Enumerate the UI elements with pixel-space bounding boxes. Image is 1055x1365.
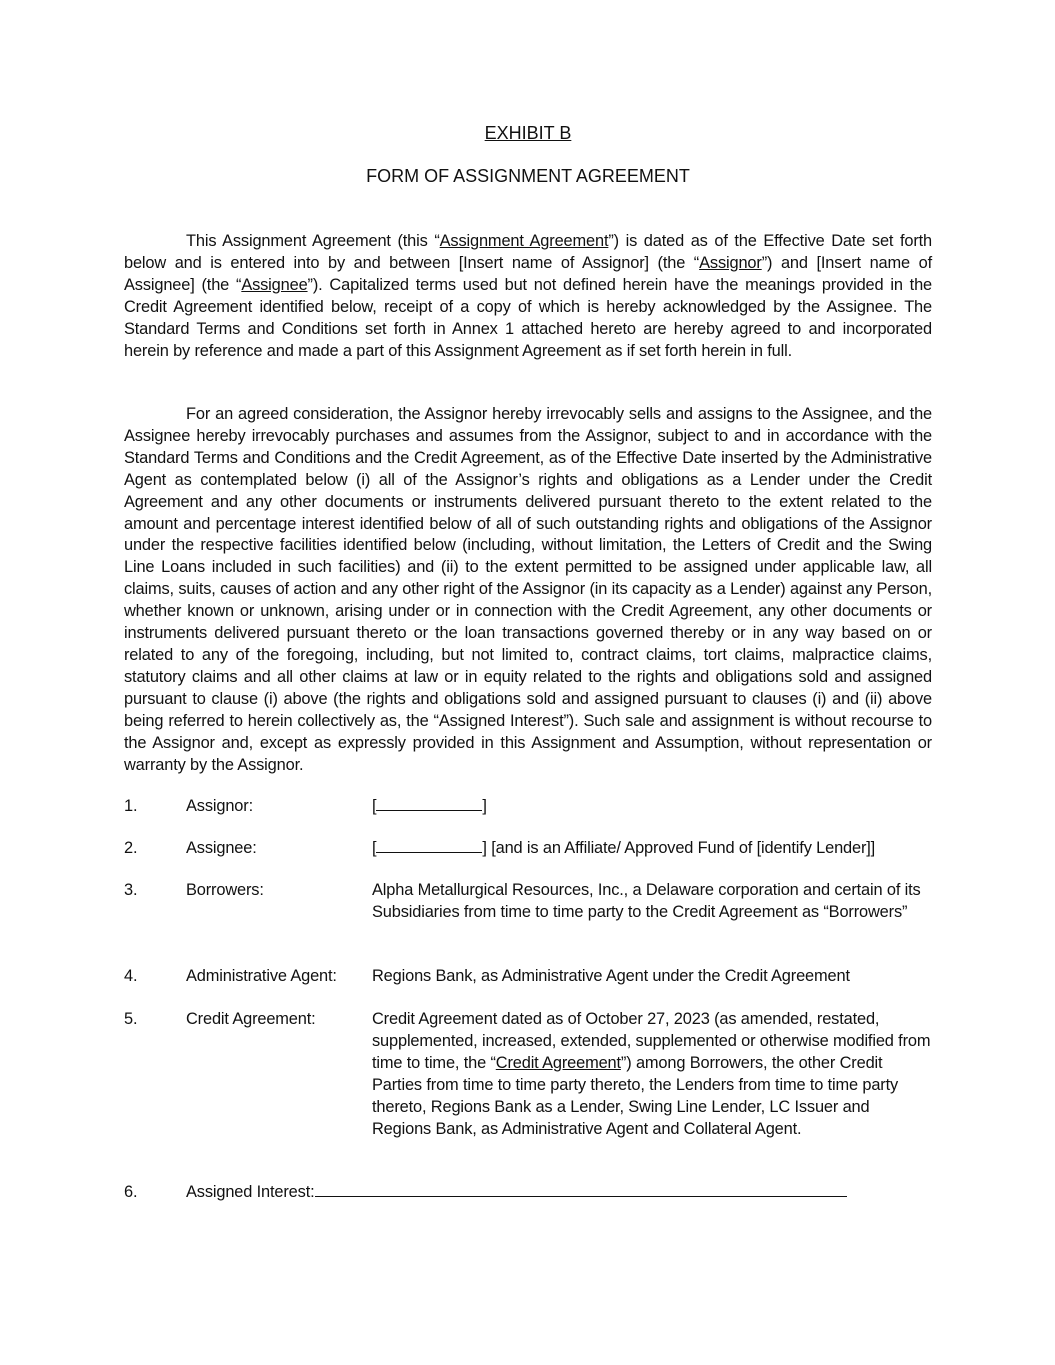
assignee-blank-line[interactable] [376,838,482,853]
defined-term-assignment-agreement: Assignment Agreement [439,232,609,250]
form-title: FORM OF ASSIGNMENT AGREEMENT [366,166,690,186]
assigned-interest-blank-line[interactable] [315,1182,847,1197]
defined-term-assignor: Assignor [699,253,762,272]
defined-term-credit-agreement: Credit Agreement [495,1053,621,1072]
consideration-paragraph: For an agreed consideration, the Assignor hereby irrevocably sells and assigns to the Assignee, and the Assignee hereby irrevocably purchases and assumes from the Assignor, subject to and in accordance with the Standard Terms and Conditions and the Credit Agreement, as of the Effective Date inserted by the Administrative Agent as contemplated below (i) all of the Assignor’s rights and obligations as a Lender under the Credit Agreement and any other documents or instruments delivered pursuant thereto to the extent related to the amount and percentage interest identified below of all of such outstanding rights and obligations of the Assignor under the respective facilities identified below (including, without limitation, the Letters of Credit and the Swing Line Loans included in such facilities) and (ii) to the extent permitted to be assigned under applicable law, all claims, suits, causes of action and any other right of the Assignor (in its capacity as a Lender) against any Person, whether known or unknown, arising under or in connection with the Credit Agreement, any other documents or instruments delivered pursuant thereto or the loan transactions governed thereby or in any way based on or related to any of the foregoing, including, but not limited to, contract claims, tort claims, malpractice claims, statutory claims and all other claims at law or in equity related to the rights and obligations sold and assigned pursuant to clause (i) above (the rights and obligations sold and assigned pursuant to clauses (i) and (ii) above being referred to herein collectively as, the “Assigned Interest”). Such sale and assignment is without recourse to the Assignor and, except as expressly provided in this Assignment and Assumption, without representation or warranty by the Assignor. [124,405,932,774]
intro-paragraph: This Assignment Agreement (this “Assignment Agreement”) is dated as of the Effective Date set forth below and is entered into by and between [Insert name of Assignor] (the “Assignor”) and [Insert name of Assignee] (the “Assignee”). Capitalized terms used but not defined herein have the meanings provided in the Credit Agreement identified below, receipt of a copy of which is hereby acknowledged by the Assignee. The Standard Terms and Conditions set forth in Annex 1 attached hereto are hereby agreed to and incorporated herein by reference and made a part of this Assignment Agreement as if set forth herein in full. [124,232,933,360]
assignor-blank-line[interactable] [376,796,482,811]
defined-term-assignee: Assignee [241,275,308,294]
exhibit-heading: EXHIBIT B [484,123,572,143]
